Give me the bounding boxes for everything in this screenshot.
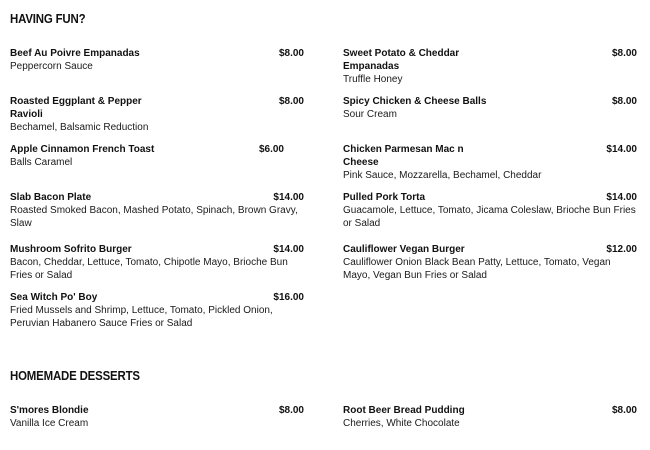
menu-item-smores-blondie [10, 404, 304, 430]
menu-item-beef-empanadas [10, 47, 304, 73]
item-description: Cauliflower Onion Black Bean Patty, Lettuce, Tomato, Vegan Mayo, Vegan Bun Fries or Salad [343, 257, 611, 281]
item-description: Roasted Smoked Bacon, Mashed Potato, Spinach, Brown Gravy, Slaw [10, 205, 298, 229]
item-name: Sweet Potato & Cheddar Empanadas [343, 48, 460, 72]
item-description: Sour Cream [343, 109, 397, 120]
item-price: $8.00 [611, 48, 637, 59]
item-name: Beef Au Poivre Empanadas [10, 48, 140, 59]
menu-item-pulled-pork-torta [343, 191, 637, 230]
item-description: Peppercorn Sauce [10, 61, 93, 72]
item-description: Bacon, Cheddar, Lettuce, Tomato, Chipotle Mayo, Brioche Bun Fries or Salad [10, 257, 288, 281]
item-description: Guacamole, Lettuce, Tomato, Jicama Coleslaw, Brioche Bun Fries or Salad [343, 205, 636, 229]
menu-item-sweet-potato-empanadas [343, 47, 637, 86]
item-name: Sea Witch Po' Boy [10, 292, 98, 303]
menu-item-slab-bacon [10, 191, 304, 230]
item-price: $16.00 [273, 292, 304, 303]
item-description: Vanilla Ice Cream [10, 418, 89, 429]
item-name: Spicy Chicken & Cheese Balls [343, 96, 487, 107]
menu-item-cauliflower-burger [343, 243, 637, 282]
item-price: $14.00 [273, 192, 304, 203]
item-price: $8.00 [278, 405, 304, 416]
item-name: Roasted Eggplant & Pepper Ravioli [10, 96, 142, 120]
menu-item-mushroom-burger [10, 243, 304, 282]
item-price: $8.00 [611, 405, 637, 416]
item-price: $8.00 [611, 96, 637, 107]
item-price: $14.00 [273, 244, 304, 255]
menu-item-sea-witch-po-boy [10, 291, 304, 330]
item-description: Balls Caramel [10, 157, 73, 168]
item-description: Bechamel, Balsamic Reduction [10, 122, 149, 133]
item-name: Slab Bacon Plate [10, 192, 92, 203]
item-price: $8.00 [278, 96, 304, 107]
item-price: $6.00 [258, 144, 284, 155]
item-name: Chicken Parmesan Mac n Cheese [343, 144, 464, 168]
item-name: Root Beer Bread Pudding [343, 405, 465, 416]
item-name: S'mores Blondie [10, 405, 89, 416]
item-description: Truffle Honey [343, 74, 403, 85]
section-title-homemade-desserts: HOMEMADE DESSERTS [10, 368, 140, 383]
item-price: $14.00 [606, 192, 637, 203]
item-name: Pulled Pork Torta [343, 192, 426, 203]
menu-item-eggplant-ravioli [10, 95, 304, 134]
menu-item-french-toast [10, 143, 304, 169]
item-price: $14.00 [606, 144, 637, 155]
item-price: $8.00 [278, 48, 304, 59]
item-price: $12.00 [606, 244, 637, 255]
menu-item-chicken-parm-mac [343, 143, 637, 182]
item-name: Apple Cinnamon French Toast [10, 144, 155, 155]
item-name: Cauliflower Vegan Burger [343, 244, 465, 255]
item-name: Mushroom Sofrito Burger [10, 244, 132, 255]
menu-item-spicy-chicken-balls [343, 95, 637, 121]
item-description: Cherries, White Chocolate [343, 418, 460, 429]
item-description: Fried Mussels and Shrimp, Lettuce, Tomato, Pickled Onion, Peruvian Habanero Sauce Fries or Salad [10, 305, 273, 329]
item-description: Pink Sauce, Mozzarella, Bechamel, Cheddar [343, 170, 542, 181]
section-title-having-fun: HAVING FUN? [10, 11, 86, 26]
menu-item-root-beer-pudding [343, 404, 637, 430]
